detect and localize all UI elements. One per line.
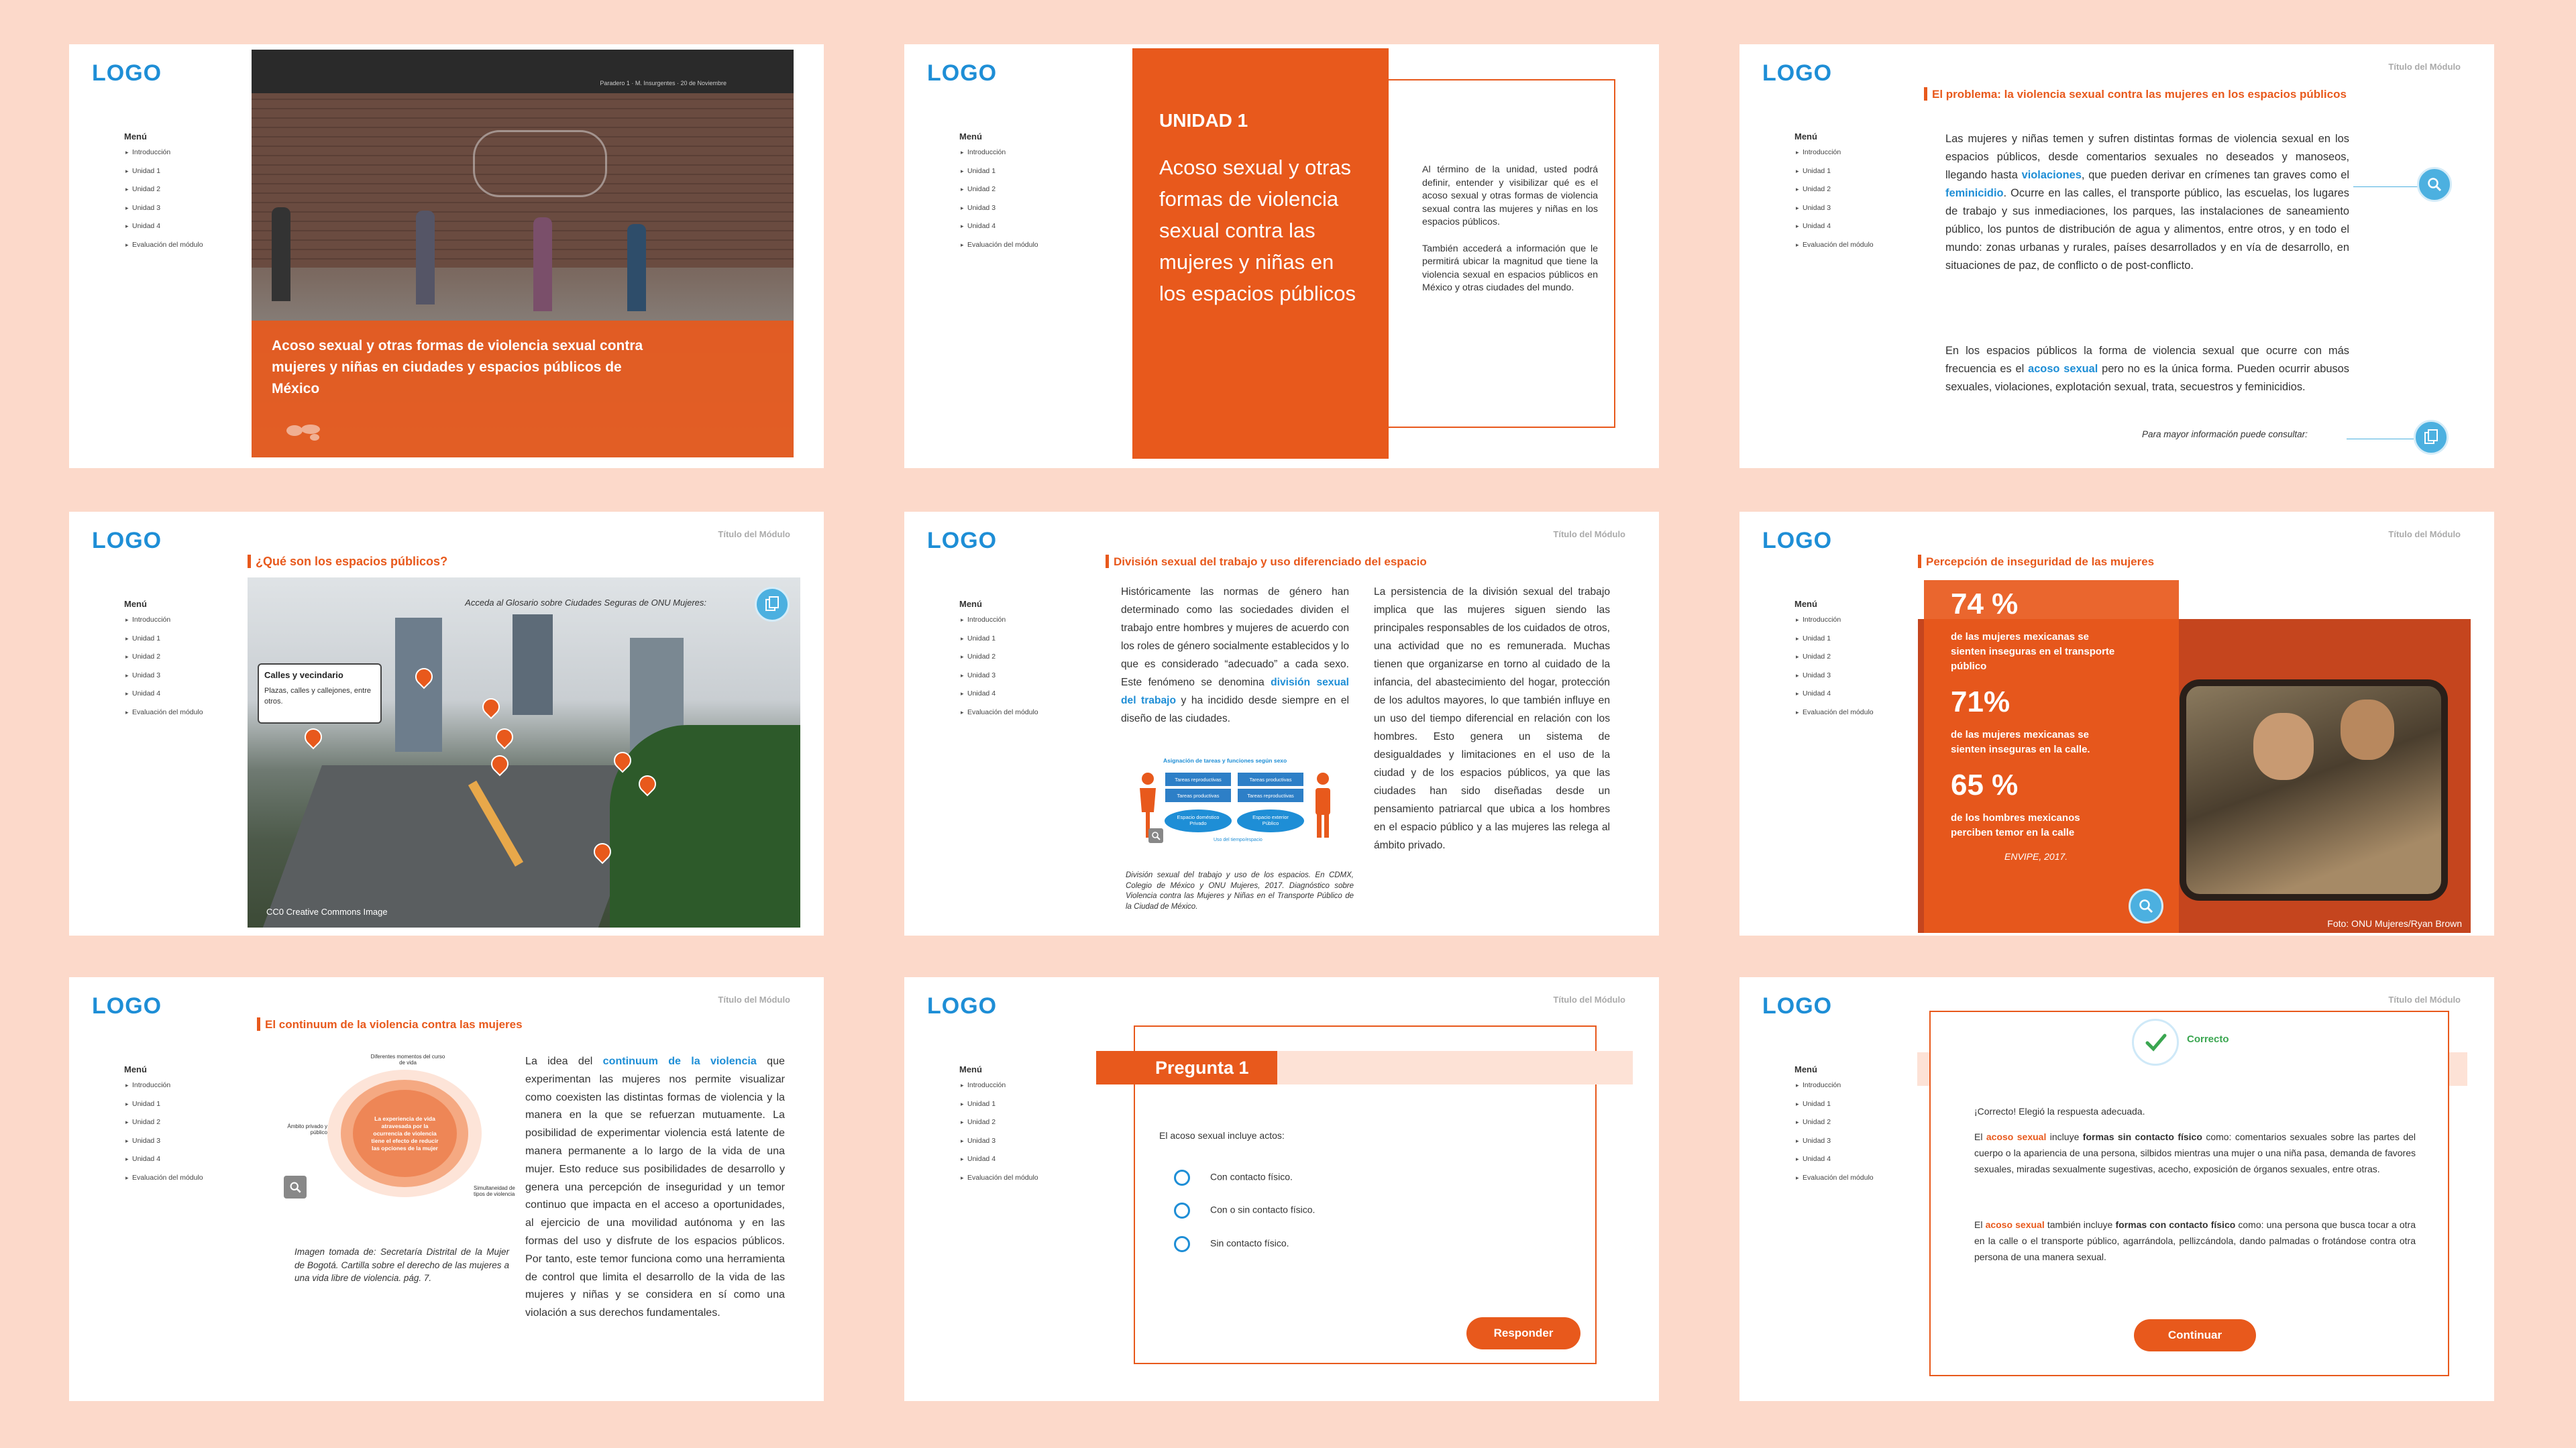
unit-description	[1422, 164, 1598, 295]
diagram-ellipse: Espacio exterior Público	[1237, 810, 1304, 832]
search-icon	[2138, 898, 2154, 914]
diagram-title: Asignación de tareas y funciones según sexo	[1163, 757, 1287, 764]
slide-6-insecurity	[1739, 512, 2494, 936]
logo: LOGO	[1762, 528, 1833, 553]
label-right: Simultaneidad de tipos de violencia	[474, 1185, 515, 1197]
menu-title: Menú	[959, 1064, 982, 1074]
menu-item-unidad-3[interactable]: ▸ Unidad 3	[967, 1137, 1093, 1145]
menu-item-evaluacion[interactable]: ▸ Evaluación del módulo	[967, 1174, 1093, 1182]
side-menu	[124, 131, 258, 260]
question-title: Pregunta 1	[1155, 1058, 1249, 1078]
side-menu	[124, 1064, 258, 1192]
inner-circle	[353, 1090, 457, 1177]
menu-item-unidad-4[interactable]: ▸ Unidad 4	[1803, 689, 1929, 698]
menu-title: Menú	[959, 599, 982, 609]
problem-paragraph-1: Las mujeres y niñas temen y sufren distintas formas de violencia sexual en los espacios públicos, desde comentarios sexuales no deseados y manoseos, llegando hasta violaciones, que pueden derivar en crímenes tan graves como el feminicidio. Ocurre en las calles, el transporte público, las escuelas, los lugares de trabajo y sus inmediaciones, los parques, las instalaciones de saneamiento público, los puntos de distribución de agua y alimentos, entre otros, y en todo el mundo: zonas urbanas y rurales, países desarrollados y en vía de desarrollo, en situaciones de paz, de conflicto o de post-conflicto.	[1945, 133, 2349, 272]
question-text: El acoso sexual incluye actos:	[1159, 1130, 1285, 1141]
diagram-box: Tareas reproductivas	[1165, 772, 1232, 787]
side-menu	[959, 599, 1093, 727]
connector-line	[2353, 186, 2420, 187]
side-menu	[959, 131, 1093, 260]
module-title: Título del Módulo	[2388, 529, 2461, 539]
zoom-icon	[289, 1181, 301, 1193]
diagram-ellipse: Espacio doméstico Privado	[1165, 810, 1232, 832]
menu-item-unidad-3[interactable]: ▸ Unidad 3	[1803, 1137, 1929, 1145]
world-map-icon	[285, 423, 325, 443]
slide-7-continuum	[69, 977, 824, 1401]
menu-item-unidad-3[interactable]: ▸ Unidad 3	[132, 671, 258, 679]
module-title: Título del Módulo	[1553, 529, 1625, 539]
menu-item-unidad-4[interactable]: ▸ Unidad 4	[967, 1155, 1093, 1163]
bus-stop-sign: Paradero 1 · M. Insurgentes · 20 de Noviembre	[600, 80, 727, 87]
feedback-line: ¡Correcto! Elegió la respuesta adecuada.	[1974, 1106, 2145, 1117]
man-figure-icon	[1311, 772, 1334, 839]
logo: LOGO	[1762, 993, 1833, 1019]
unit-card	[1132, 48, 1389, 459]
link-acoso-sexual[interactable]: acoso sexual	[2028, 363, 2098, 375]
menu-item-unidad-1[interactable]: ▸ Unidad 1	[1803, 167, 1929, 175]
stat-block	[1951, 768, 2152, 840]
unit-title: Acoso sexual y otras formas de violencia sexual contra las mujeres y niñas en los espacios públicos	[1159, 156, 1356, 305]
section-heading: El problema: la violencia sexual contra las mujeres en los espacios públicos	[1924, 87, 2347, 101]
stat-text: de las mujeres mexicanas se sienten inseguras en el transporte público	[1951, 631, 2115, 672]
menu-item-introduccion[interactable]: ▸ Introducción	[132, 1081, 258, 1089]
division-diagram	[1136, 757, 1334, 858]
menu-item-evaluacion[interactable]: ▸ Evaluación del módulo	[132, 1174, 258, 1182]
menu-item-unidad-2[interactable]: ▸ Unidad 2	[1803, 185, 1929, 193]
diagram-box: Tareas productivas	[1237, 772, 1304, 787]
unit-scope: También accederá a información que le permitirá ubicar la magnitud que tiene la violencia sexual en espacios públicos en México y otras ciudades del mundo.	[1422, 243, 1598, 293]
menu-item-unidad-1[interactable]: ▸ Unidad 1	[967, 1100, 1093, 1108]
menu-item-evaluacion[interactable]: ▸ Evaluación del módulo	[967, 241, 1093, 249]
menu-item-evaluacion[interactable]: ▸ Evaluación del módulo	[132, 241, 258, 249]
module-title: Título del Módulo	[718, 529, 790, 539]
slide-4-public-spaces	[69, 512, 824, 936]
popup-text: Plazas, calles y callejones, entre otros.	[264, 687, 371, 706]
menu-title: Menú	[124, 131, 147, 142]
link-feminicidio[interactable]: feminicidio	[1945, 187, 2004, 199]
menu-item-evaluacion[interactable]: ▸ Evaluación del módulo	[1803, 708, 1929, 716]
menu-item-evaluacion[interactable]: ▸ Evaluación del módulo	[1803, 1174, 1929, 1182]
menu-title: Menú	[1794, 1064, 1817, 1074]
answer-option[interactable]: Con o sin contacto físico.	[1174, 1203, 1315, 1219]
link-continuum[interactable]: continuum de la violencia	[602, 1055, 757, 1067]
menu-item-unidad-1[interactable]: ▸ Unidad 1	[132, 634, 258, 643]
link-division-sexual-del-trabajo[interactable]: división sexual del trabajo	[1121, 677, 1349, 706]
section-heading: ¿Qué son los espacios públicos?	[248, 555, 447, 569]
menu-item-evaluacion[interactable]: ▸ Evaluación del módulo	[1803, 241, 1929, 249]
menu-item-unidad-1[interactable]: ▸ Unidad 1	[967, 634, 1093, 643]
slide-9-feedback	[1739, 977, 2494, 1401]
stat-block	[1951, 587, 2152, 674]
menu-item-introduccion[interactable]: ▸ Introducción	[132, 616, 258, 624]
document-icon	[765, 596, 780, 612]
map-pin-icon[interactable]	[479, 695, 504, 720]
menu-item-introduccion[interactable]: ▸ Introducción	[967, 616, 1093, 624]
logo: LOGO	[1762, 60, 1833, 86]
menu-item-unidad-3[interactable]: ▸ Unidad 3	[132, 204, 258, 212]
search-icon	[2426, 176, 2443, 192]
menu-title: Menú	[1794, 131, 1817, 142]
menu-item-unidad-2[interactable]: ▸ Unidad 2	[967, 1118, 1093, 1126]
menu-item-unidad-1[interactable]: ▸ Unidad 1	[132, 1100, 258, 1108]
section-heading: Percepción de inseguridad de las mujeres	[1918, 555, 2154, 569]
location-popup	[258, 663, 382, 724]
logo: LOGO	[92, 60, 162, 86]
menu-item-unidad-3[interactable]: ▸ Unidad 3	[132, 1137, 258, 1145]
answer-option[interactable]: Con contacto físico.	[1174, 1170, 1293, 1186]
diagram-box: Tareas productivas	[1165, 788, 1232, 803]
menu-item-unidad-2[interactable]: ▸ Unidad 2	[132, 1118, 258, 1126]
side-menu	[1794, 599, 1929, 727]
menu-item-unidad-3[interactable]: ▸ Unidad 3	[1803, 671, 1929, 679]
diagram-footer: Uso del tiempo/espacio	[1214, 838, 1263, 842]
radio-button[interactable]	[1174, 1203, 1190, 1219]
slide-1-cover	[69, 44, 824, 468]
module-title: Título del Módulo	[2388, 995, 2461, 1005]
menu-item-introduccion[interactable]: ▸ Introducción	[1803, 616, 1929, 624]
respond-button[interactable]: Responder	[1466, 1317, 1580, 1349]
logo: LOGO	[927, 60, 998, 86]
answer-option[interactable]: Sin contacto físico.	[1174, 1236, 1289, 1252]
module-title: Título del Módulo	[718, 995, 790, 1005]
correct-check-icon	[2132, 1019, 2179, 1066]
menu-title: Menú	[124, 1064, 147, 1074]
unit-label: UNIDAD 1	[1159, 110, 1248, 131]
column-2-text: La persistencia de la división sexual del trabajo implica que las mujeres siguen siendo las principales responsables de los cuidados de otros, una actividad que no es remunerada. Muchas tienen que organizarse en torno al cuidado de la infancia, del abastecimiento del hogar, protección de los adultos mayores, lo que también influye en un uso del tiempo diferencial en relación con los hombres. Esto genera un sistema de desigualdades y limitaciones en el uso de la ciudad y de los espacios públicos, ya que las ciudades han sido diseñadas desde un pensamiento patriarcal que ubica a los hombres en el espacio público y a las mujeres las relega al ámbito privado.	[1374, 586, 1610, 851]
logo: LOGO	[927, 528, 998, 553]
logo: LOGO	[927, 993, 998, 1019]
stats-source: ENVIPE, 2017.	[2004, 851, 2068, 862]
menu-item-introduccion[interactable]: ▸ Introducción	[967, 1081, 1093, 1089]
menu-item-unidad-3[interactable]: ▸ Unidad 3	[1803, 204, 1929, 212]
feedback-paragraph-1: El acoso sexual incluye formas sin contacto físico como: comentarios sexuales sobre las partes del cuerpo o la apariencia de una persona, silbidos mientras una mujer o una niña pasa, demanda de favores sexuales, miradas sexualmente sugestivas, acecho, exposición de órganos sexuales, entre otras.	[1974, 1131, 2416, 1174]
stat-text: de las mujeres mexicanas se sienten inseguras en la calle.	[1951, 729, 2090, 755]
menu-item-unidad-1[interactable]: ▸ Unidad 1	[1803, 1100, 1929, 1108]
continuum-diagram	[277, 1056, 519, 1201]
module-title: Título del Módulo	[1553, 995, 1625, 1005]
menu-item-unidad-3[interactable]: ▸ Unidad 3	[967, 204, 1093, 212]
diagram-caption: Imagen tomada de: Secretaría Distrital de la Mujer de Bogotá. Cartilla sobre el derecho de las mujeres a una vida libre de violencia. pág. 7.	[294, 1247, 509, 1283]
stat-percent: 71%	[1951, 685, 2010, 718]
menu-item-unidad-2[interactable]: ▸ Unidad 2	[967, 185, 1093, 193]
menu-title: Menú	[124, 599, 147, 609]
menu-item-unidad-4[interactable]: ▸ Unidad 4	[132, 689, 258, 698]
radio-button[interactable]	[1174, 1170, 1190, 1186]
stat-percent: 65 %	[1951, 769, 2019, 801]
menu-item-introduccion[interactable]: ▸ Introducción	[1803, 148, 1929, 156]
stat-text: de los hombres mexicanos perciben temor en la calle	[1951, 812, 2080, 838]
image-credit: CC0 Creative Commons Image	[266, 907, 388, 917]
stat-block	[1951, 685, 2152, 757]
menu-item-unidad-3[interactable]: ▸ Unidad 3	[967, 671, 1093, 679]
document-button[interactable]	[2414, 420, 2449, 455]
menu-item-unidad-2[interactable]: ▸ Unidad 2	[132, 185, 258, 193]
side-menu	[959, 1064, 1093, 1192]
stat-percent: 74 %	[1951, 588, 2019, 620]
zoom-button[interactable]	[284, 1176, 307, 1199]
section-heading: El continuum de la violencia contra las mujeres	[257, 1017, 523, 1032]
menu-item-unidad-4[interactable]: ▸ Unidad 4	[132, 222, 258, 230]
search-button[interactable]	[2417, 167, 2452, 202]
city-photo	[248, 577, 800, 928]
menu-item-unidad-4[interactable]: ▸ Unidad 4	[967, 689, 1093, 698]
search-button[interactable]	[2129, 889, 2163, 924]
link-violaciones[interactable]: violaciones	[2021, 169, 2082, 181]
menu-item-unidad-2[interactable]: ▸ Unidad 2	[1803, 653, 1929, 661]
menu-item-evaluacion[interactable]: ▸ Evaluación del módulo	[132, 708, 258, 716]
diagram-caption: División sexual del trabajo y uso de los espacios. En CDMX, Colegio de México y ONU Mujeres, 2017. Diagnóstico sobre Violencia contra las Mujeres y Niñas en el Transporte Público de la Ciudad de México.	[1126, 871, 1354, 911]
label-top: Diferentes momentos del curso de vida	[370, 1054, 445, 1066]
menu-item-introduccion[interactable]: ▸ Introducción	[967, 148, 1093, 156]
menu-item-unidad-2[interactable]: ▸ Unidad 2	[132, 653, 258, 661]
slide-8-question	[904, 977, 1659, 1401]
menu-title: Menú	[959, 131, 982, 142]
center-text: La experiencia de vida atravesada por la ocurrencia de violencia tiene el efecto de reducir las opciones de la mujer	[371, 1115, 439, 1152]
zoom-icon	[1151, 831, 1161, 840]
menu-item-unidad-1[interactable]: ▸ Unidad 1	[1803, 634, 1929, 643]
menu-item-unidad-2[interactable]: ▸ Unidad 2	[1803, 1118, 1929, 1126]
status-label: Correcto	[2187, 1034, 2229, 1045]
more-info-text: Para mayor información puede consultar:	[2142, 429, 2308, 439]
slide-5-sexual-division-of-labor	[904, 512, 1659, 936]
slide-2-unit-intro	[904, 44, 1659, 468]
module-title: Título del Módulo	[2388, 62, 2461, 72]
menu-item-introduccion[interactable]: ▸ Introducción	[132, 148, 258, 156]
map-pin-icon[interactable]	[301, 725, 326, 750]
menu-item-evaluacion[interactable]: ▸ Evaluación del módulo	[967, 708, 1093, 716]
question-title-bar	[1096, 1051, 1277, 1084]
menu-item-unidad-4[interactable]: ▸ Unidad 4	[1803, 1155, 1929, 1163]
glossary-button[interactable]	[755, 587, 790, 622]
column-1-text: Históricamente las normas de género han determinado como las sociedades dividen el trabajo entre hombres y mujeres de acuerdo con los roles de género socialmente establecidos y lo que es considerado “adecuado” a cada sexo. Este fenómeno se denomina división sexual del trabajo y ha incidido desde siempre en el diseño de las ciudades.	[1121, 586, 1350, 724]
logo: LOGO	[92, 528, 162, 553]
menu-item-unidad-1[interactable]: ▸ Unidad 1	[132, 167, 258, 175]
slide-3-problem	[1739, 44, 2494, 468]
menu-title: Menú	[1794, 599, 1817, 609]
menu-item-unidad-1[interactable]: ▸ Unidad 1	[967, 167, 1093, 175]
zoom-button[interactable]	[1148, 828, 1163, 843]
cover-title: Acoso sexual y otras formas de violencia sexual contra mujeres y niñas en ciudades y espacios públicos de México	[272, 338, 643, 396]
menu-item-unidad-4[interactable]: ▸ Unidad 4	[967, 222, 1093, 230]
unit-objective: Al término de la unidad, usted podrá definir, entender y visibilizar qué es el acoso sexual y otras formas de violencia sexual contra las mujeres y niñas en los espacios públicos.	[1422, 164, 1598, 227]
logo: LOGO	[92, 993, 162, 1019]
continuum-text: La idea del continuum de la violencia que experimentan las mujeres nos permite visualizar como coexisten las distintas formas de violencia y la manera en la que se refuerzan mutuamente. La posibilidad de experimentar violencia está latente de manera permanente a lo largo de la vida de una mujer. Esto reduce sus posibilidades de desarrollo y genera una percepción de inseguridad y un temor continuo que impacta en el acceso a oportunidades, al ejercicio de una movilidad autónoma y en las formas del uso y disfrute de los espacios públicos. Por tanto, este temor funciona como una herramienta de control que limita el desarrollo de la vida de las mujeres y niñas y se considera en sí como una violación a sus derechos fundamentales.	[525, 1055, 785, 1319]
radio-button[interactable]	[1174, 1236, 1190, 1252]
menu-item-unidad-2[interactable]: ▸ Unidad 2	[967, 653, 1093, 661]
section-heading: División sexual del trabajo y uso diferenciado del espacio	[1106, 555, 1427, 569]
side-menu	[1794, 131, 1929, 260]
cover-title-banner	[252, 321, 794, 457]
menu-item-unidad-4[interactable]: ▸ Unidad 4	[132, 1155, 258, 1163]
photo-credit: Foto: ONU Mujeres/Ryan Brown	[2327, 918, 2462, 929]
menu-item-unidad-4[interactable]: ▸ Unidad 4	[1803, 222, 1929, 230]
diagram-box: Tareas reproductivas	[1237, 788, 1304, 803]
continue-button[interactable]: Continuar	[2134, 1319, 2256, 1351]
feedback-paragraph-2: El acoso sexual también incluye formas con contacto físico como: una persona que busca tocar a otra en la calle o el transporte público, agarrándola, pellizcándola, dando palmadas o frotándose contra otra persona de una manera sexual.	[1974, 1219, 2416, 1262]
side-menu	[1794, 1064, 1929, 1192]
stats-panel	[1924, 580, 2179, 933]
side-menu	[124, 599, 258, 727]
label-left: Ámbito privado y público	[287, 1123, 327, 1135]
map-pin-icon[interactable]	[492, 725, 517, 750]
menu-item-introduccion[interactable]: ▸ Introducción	[1803, 1081, 1929, 1089]
glossary-text: Acceda al Glosario sobre Ciudades Seguras de ONU Mujeres:	[465, 598, 706, 608]
problem-paragraph-2: En los espacios públicos la forma de violencia sexual que ocurre con más frecuencia es el acoso sexual pero no es la única forma. Pueden ocurrir abusos sexuales, violaciones, explotación sexual, trata, secuestros y feminicidios.	[1945, 345, 2349, 393]
popup-title: Calles y vecindario	[264, 670, 343, 680]
document-icon	[2424, 429, 2438, 445]
